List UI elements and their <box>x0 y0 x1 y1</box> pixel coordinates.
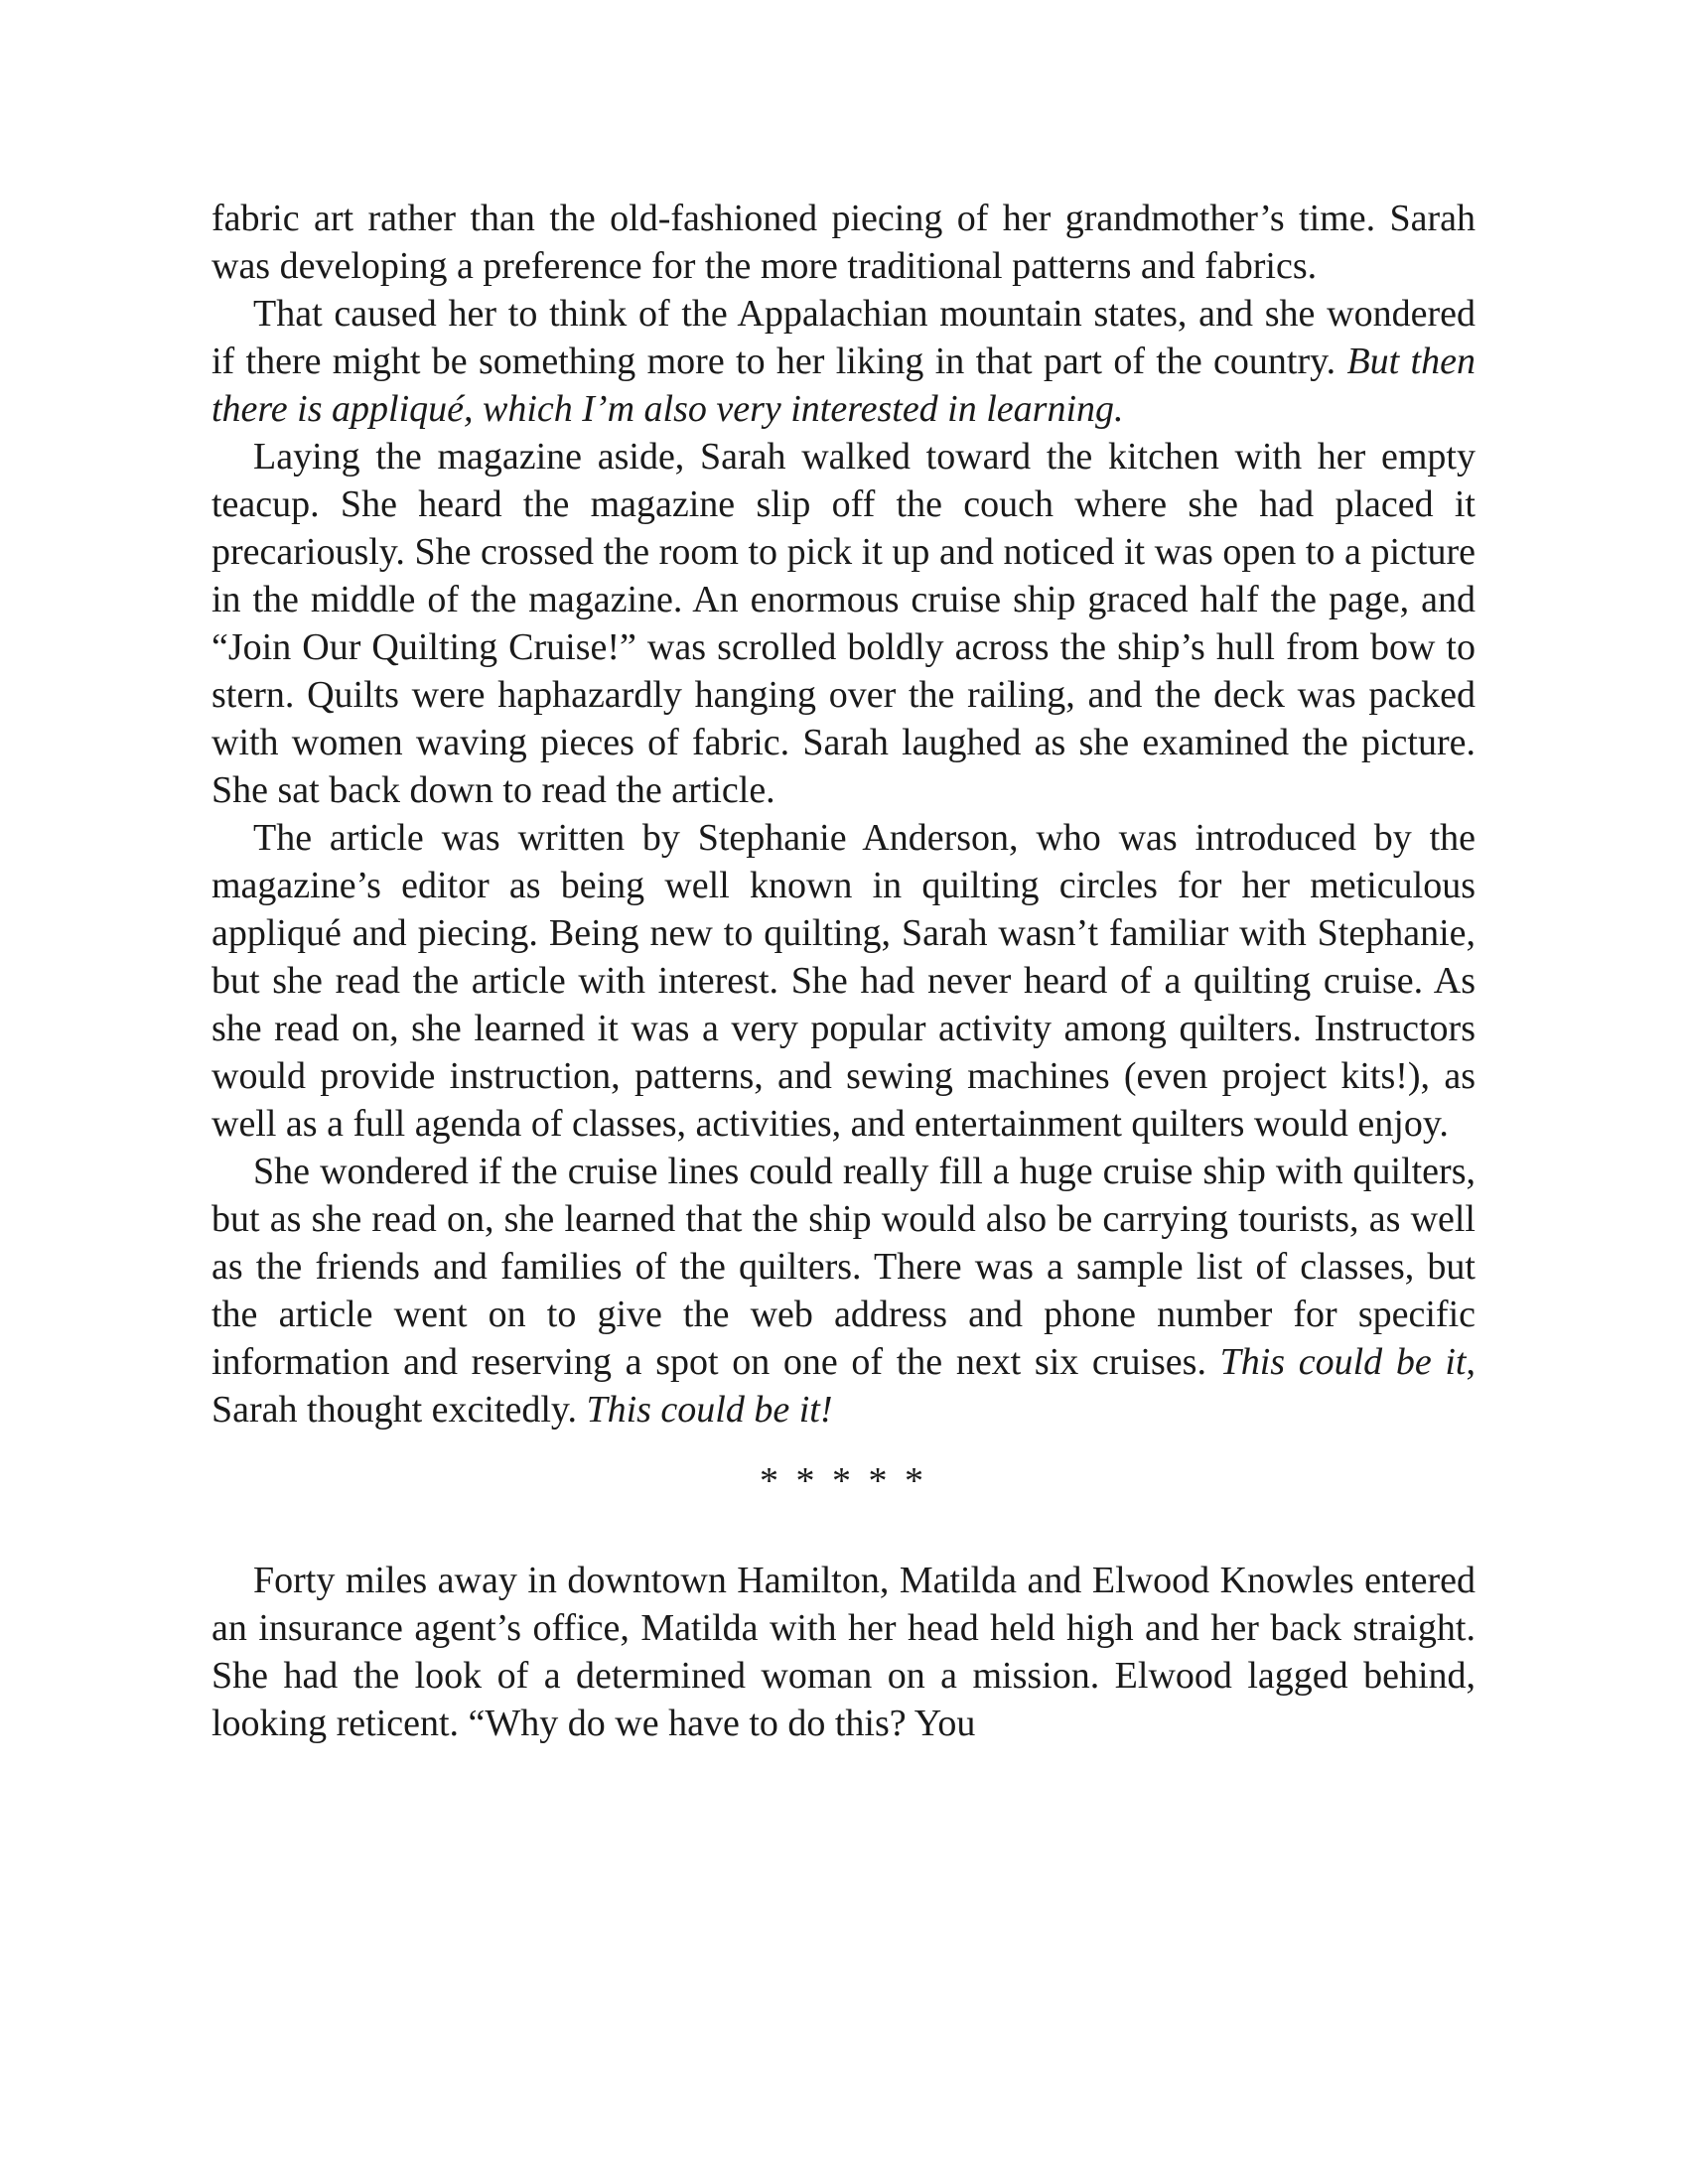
paragraph-4-text: The article was written by Stephanie Anderson, who was introduced by the magazine’s editor as being well known in quilting circles for her meticulous appliqué and piecing. Being new to quilting, Sarah wasn’t familiar with Stephanie, but she read the article with interest. She had never heard of a quilting cruise. As she read on, she learned it was a very popular activity among quilters. Instructors would provide instruction, patterns, and sewing machines (even project kits!), as well as a full agenda of classes, activities, and entertainment quilters would enjoy. <box>211 817 1476 1145</box>
paragraph-5-text: She wondered if the cruise lines could really fill a huge cruise ship with quilters, but as she read on, she learned that the ship would also be carrying tourists, as well as the friends and families of the quilters. There was a sample list of classes, but the article went on to give the web address and phone number for specific information and reserving a spot on one of the next six cruises. <box>211 1151 1476 1383</box>
paragraph-4 <box>211 814 1476 1148</box>
scene-break: * * * * * <box>760 1460 927 1502</box>
paragraph-2-text: That caused her to think of the Appalachian mountain states, and she wondered if there might be something more to her liking in that part of the country. <box>211 293 1476 382</box>
paragraph-2 <box>211 290 1476 433</box>
paragraph-6 <box>211 1557 1476 1747</box>
page-body <box>211 195 1476 1747</box>
paragraph-5-thought-1: This could be it <box>1219 1341 1467 1383</box>
paragraph-5-text-2: , Sarah thought excitedly. <box>211 1341 1476 1431</box>
paragraph-5 <box>211 1148 1476 1433</box>
paragraph-3-text: Laying the magazine aside, Sarah walked toward the kitchen with her empty teacup. She heard the magazine slip off the couch where she had placed it precariously. She crossed the room to pick it up and noticed it was open to a picture in the middle of the magazine. An enormous cruise ship graced half the page, and “Join Our Quilting Cruise!” was scrolled boldly across the ship’s hull from bow to stern. Quilts were haphazardly hanging over the railing, and the deck was packed with women waving pieces of fabric. Sarah laughed as she examined the picture. She sat back down to read the article. <box>211 436 1476 811</box>
paragraph-2-thought: But then there is appliqué, which I’m also very interested in learning. <box>211 341 1476 430</box>
paragraph-5-thought-2: This could be it! <box>586 1389 833 1431</box>
paragraph-1 <box>211 195 1476 290</box>
paragraph-1-text: fabric art rather than the old-fashioned piecing of her grandmother’s time. Sarah was developing a preference for the more traditional patterns and fabrics. <box>211 198 1476 287</box>
paragraph-6-text: Forty miles away in downtown Hamilton, Matilda and Elwood Knowles entered an insurance agent’s office, Matilda with her head held high and her back straight. She had the look of a determined woman on a mission. Elwood lagged behind, looking reticent. “Why do we have to do this? You <box>211 1560 1476 1744</box>
paragraph-3 <box>211 433 1476 814</box>
